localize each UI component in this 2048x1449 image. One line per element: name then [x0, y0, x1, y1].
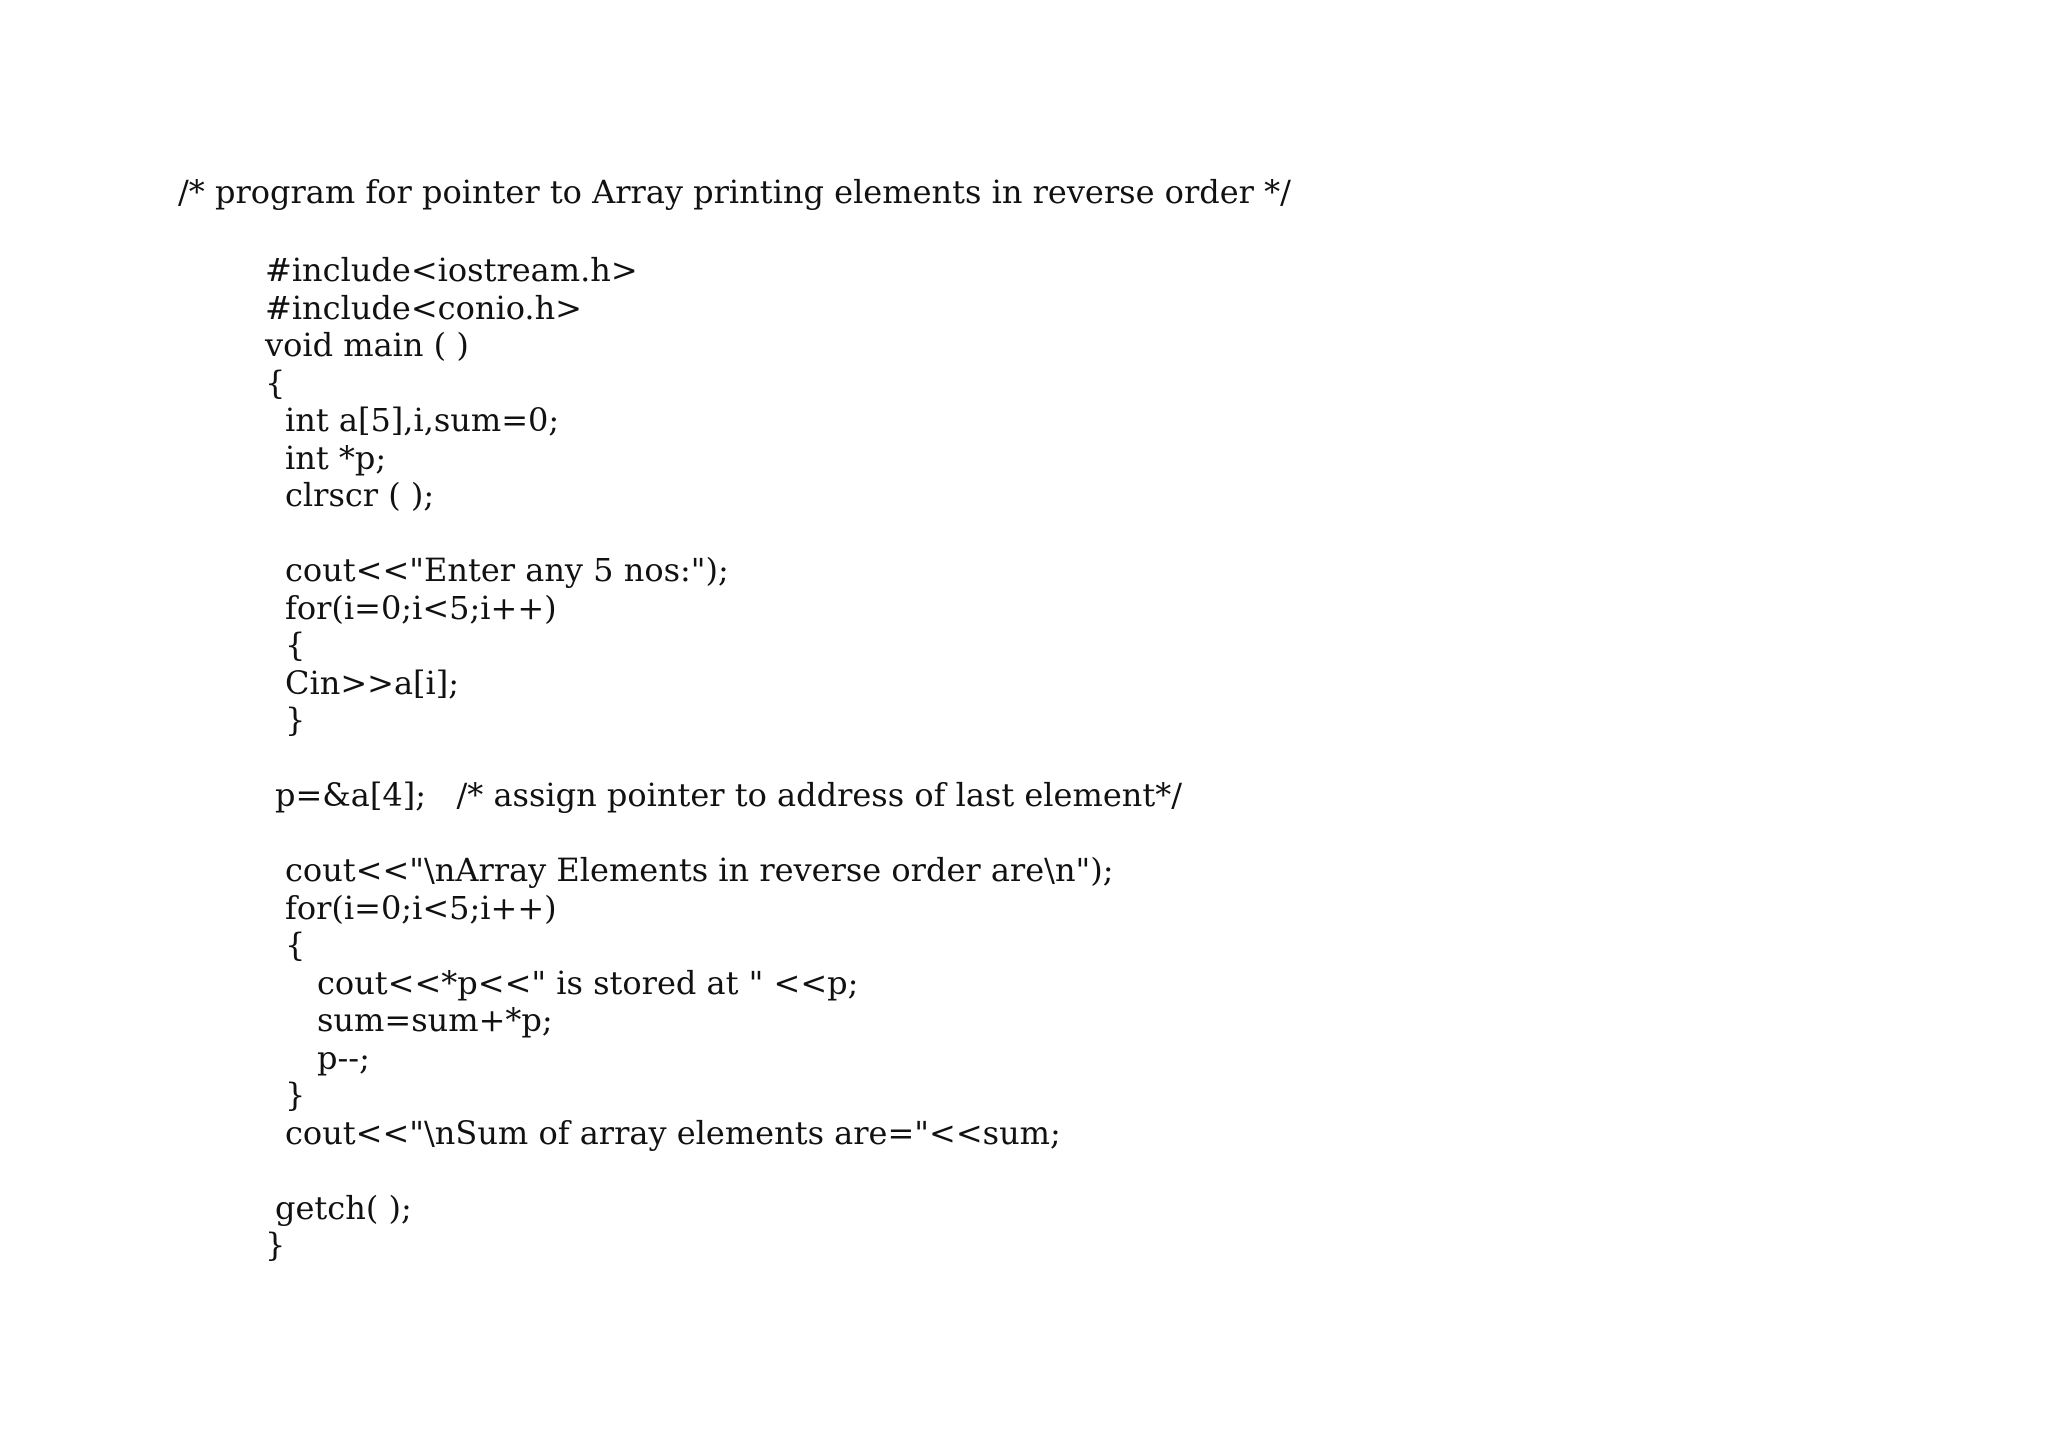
code-line-decrement: p--; [317, 1038, 370, 1077]
code-line-blank [265, 815, 1182, 853]
code-line-blank [265, 1152, 1182, 1190]
code-line-decl-array: int a[5],i,sum=0; [285, 401, 560, 439]
code-line-print-header: cout<<"\nArray Elements in reverse order are\n"); [285, 851, 1114, 889]
code-line-close-for-output: } [285, 1076, 306, 1114]
code-line-for-output: for(i=0;i<5;i++) [285, 888, 557, 927]
code-line-main-signature: void main ( ) [265, 326, 469, 364]
code-listing [265, 252, 1182, 1265]
code-line-assign-pointer: p=&a[4]; /* assign pointer to address of last element*/ [275, 776, 1182, 814]
code-line-print-element: cout<<*p<<" is stored at " <<p; [317, 963, 859, 1002]
code-line-decl-pointer: int *p; [285, 438, 387, 477]
code-line-close-for-input: } [285, 701, 306, 739]
code-line-open-for-output: { [285, 926, 306, 964]
code-line-for-input: for(i=0;i<5;i++) [285, 588, 557, 627]
code-line-getch: getch( ); [275, 1188, 412, 1227]
code-line-cin: Cin>>a[i]; [285, 663, 460, 702]
code-line-prompt: cout<<"Enter any 5 nos:"); [285, 551, 729, 589]
code-line-blank [265, 740, 1182, 778]
code-line-open-main: { [265, 363, 286, 402]
code-line-include-iostream: #include<iostream.h> [265, 251, 638, 289]
code-line-blank [265, 515, 1182, 553]
code-line-open-for-input: { [285, 626, 306, 664]
code-line-accumulate: sum=sum+*p; [317, 1001, 553, 1039]
code-line-include-conio: #include<conio.h> [265, 288, 582, 327]
code-line-clrscr: clrscr ( ); [285, 476, 435, 514]
program-comment-heading: /* program for pointer to Array printing elements in reverse order */ [178, 173, 1291, 211]
code-line-print-sum: cout<<"\nSum of array elements are="<<sum; [285, 1113, 1061, 1152]
code-line-close-main: } [265, 1226, 286, 1264]
